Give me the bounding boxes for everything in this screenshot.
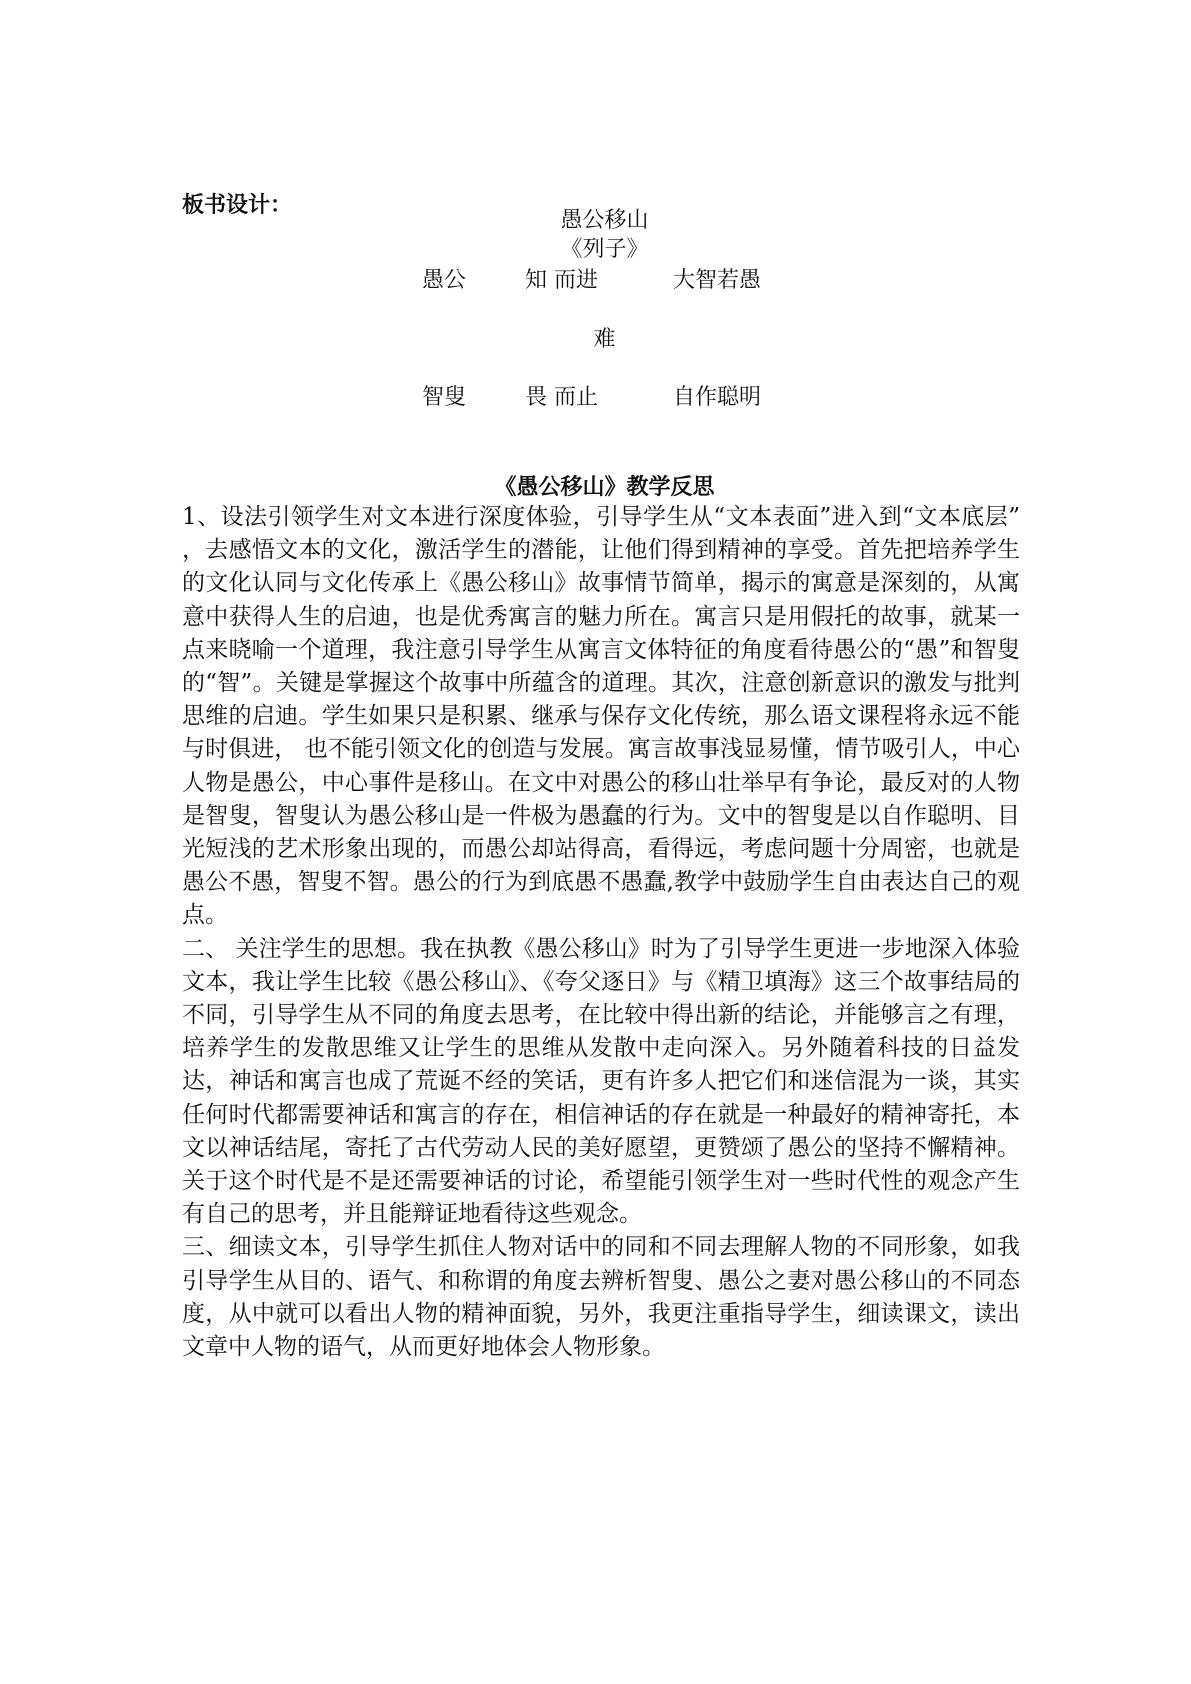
board-row2-right: 自作聪明 [673, 385, 762, 410]
board-row1-middle: 知 而进 [525, 268, 598, 293]
board-title: 愚公移山 [560, 208, 649, 233]
reflection-body [182, 501, 1020, 1364]
reflection-paragraph-3: 三、细读文本，引导学生抓住人物对话中的同和不同去理解人物的不同形象，如我引导学生从目的、语气、和称谓的角度去辨析智叟、愚公之妻对愚公移山的不同态度，从中就可以看出人物的精神面貌，另外，我更注重指导学生，细读课文，读出文章中人物的语气，从而更好地体会人物形象。 [182, 1234, 1020, 1361]
board-row2-middle: 畏 而止 [525, 385, 598, 410]
reflection-paragraph-2: 二、 关注学生的思想。我在执教《愚公移山》时为了引导学生更进一步地深入体验文本，我让学生比较《愚公移山》、《夸父逐日》与《精卫填海》这三个故事结局的不同，引导学生从不同的角度去思考，在比较中得出新的结论，并能够言之有理，培养学生的发散思维又让学生的思维从发散中走向深入。另外随着科技的日益发达，神话和寓言也成了荒诞不经的笑话，更有许多人把它们和迷信混为一谈，其实任何时代都需要神话和寓言的存在，相信神话的存在就是一种最好的精神寄托，本文以神话结尾，寄托了古代劳动人民的美好愿望，更赞颂了愚公的坚持不懈精神。关于这个时代是不是还需要神话的讨论，希望能引领学生对一些时代性的观念产生有自己的思考，并且能辩证地看待这些观念。 [182, 935, 1020, 1228]
board-row1-right: 大智若愚 [673, 268, 762, 293]
board-design-heading: 板书设计： [182, 192, 293, 218]
board-source: 《列子》 [560, 237, 649, 262]
reflection-paragraph-1: 1、设法引领学生对文本进行深度体验，引导学生从“文本表面”进入到“文本底层” ，去感悟文本的文化，激活学生的潜能，让他们得到精神的享受。首先把培养学生的文化认同与文化传承上《愚公移山》故事情节简单，揭示的寓意是深刻的，从寓意中获得人生的启迪，也是优秀寓言的魅力所在。寓言只是用假托的故事，就某一点来晓喻一个道理，我注意引导学生从寓言文体特征的角度看待愚公的“愚”和智叟的“智”。关键是掌握这个故事中所蕴含的道理。其次，注意创新意识的激发与批判思维的启迪。学生如果只是积累、继承与保存文化传统，那么语文课程将永远不能与时俱进， 也不能引领文化的创造与发展。寓言故事浅显易懂，情节吸引人，中心人物是愚公，中心事件是移山。在文中对愚公的移山壮举早有争论，最反对的人物是智叟，智叟认为愚公移山是一件极为愚蠢的行为。文中的智叟是以自作聪明、目光短浅的艺术形象出现的，而愚公却站得高，看得远，考虑问题十分周密，也就是愚公不愚，智叟不智。愚公的行为到底愚不愚蠢,教学中鼓励学生自由表达自己的观点。 [182, 504, 1020, 929]
board-row2-left: 智叟 [422, 385, 467, 410]
board-row1-left: 愚公 [422, 268, 467, 293]
board-center: 难 [593, 327, 616, 352]
reflection-title: 《愚公移山》教学反思 [494, 474, 715, 500]
